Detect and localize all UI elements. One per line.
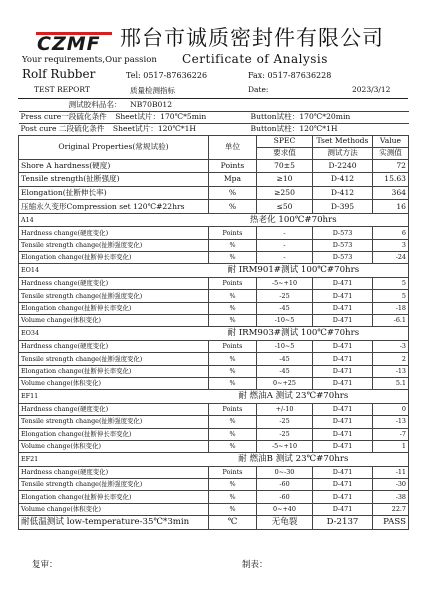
test-result-row — [19, 377, 409, 389]
unit-cell: % — [209, 186, 257, 200]
value-cell: 1 — [373, 440, 409, 452]
section-title: 耐 IRM903#测试 100℃#70hrs — [209, 327, 409, 340]
test-result-row — [19, 277, 409, 289]
unit-cell: % — [209, 353, 257, 365]
unit-cell: % — [209, 302, 257, 314]
test-result-row — [19, 403, 409, 415]
method-cell: D-471 — [313, 503, 373, 515]
post-label: Post cure 二段硫化条件 — [20, 124, 105, 134]
unit-cell: Points — [209, 340, 257, 352]
col-method-cn: 测试方法 — [313, 147, 373, 159]
property-cell: Tensile strength change(扯断强度变化) — [19, 290, 209, 302]
property-cell: Tensile strength change(扯断强度变化) — [19, 353, 209, 365]
value-cell: 364 — [373, 186, 409, 200]
value-cell: -3 — [373, 340, 409, 352]
spec-cell: -45 — [257, 353, 313, 365]
property-cell: Volume change(体积变化) — [19, 377, 209, 389]
test-result-row — [19, 239, 409, 251]
value-cell: 2 — [373, 353, 409, 365]
spec-cell: -60 — [257, 479, 313, 491]
test-result-row — [19, 466, 409, 478]
col-properties: Original Properties(常规试验) — [19, 135, 209, 159]
value-cell: 0 — [373, 403, 409, 415]
method-cell: D-395 — [313, 200, 373, 214]
unit-cell: % — [209, 479, 257, 491]
value-cell: -24 — [373, 252, 409, 264]
item-label: 测试胶料品名： — [68, 99, 122, 109]
value-cell: -13 — [373, 416, 409, 428]
date-value: 2023/3/12 — [352, 85, 391, 94]
unit-cell: % — [209, 365, 257, 377]
value-cell: -38 — [373, 491, 409, 503]
spec-cell: 70±5 — [257, 159, 313, 173]
section-code: EO34 — [19, 327, 209, 340]
value-cell: 72 — [373, 159, 409, 173]
spec-cell: ≥10 — [257, 173, 313, 187]
method-cell: D-471 — [313, 491, 373, 503]
test-result-row — [19, 315, 409, 327]
original-property-row — [19, 200, 409, 214]
unit-cell: Points — [209, 466, 257, 478]
property-cell: Hardness change(硬度变化) — [19, 277, 209, 289]
unit-cell: Points — [209, 227, 257, 239]
unit-cell: % — [209, 200, 257, 214]
spec-cell: 0~+40 — [257, 503, 313, 515]
property-cell: Elongation change(扯断伸长率变化) — [19, 252, 209, 264]
report-label: TEST REPORT — [34, 85, 90, 94]
fax: Fax: 0517-87636228 — [248, 71, 332, 80]
spec-cell: -25 — [257, 428, 313, 440]
property-cell: Elongation(扯断伸长率) — [19, 186, 209, 200]
unit-cell: Points — [209, 159, 257, 173]
value-cell: -18 — [373, 302, 409, 314]
value-cell: -30 — [373, 479, 409, 491]
value-cell: 15.63 — [373, 173, 409, 187]
spec-cell: ≤50 — [257, 200, 313, 214]
item-value: NB70B012 — [130, 99, 173, 109]
test-result-row — [19, 428, 409, 440]
col-method: Tset Methods — [313, 135, 373, 147]
spec-cell: -45 — [257, 365, 313, 377]
property-cell: Volume change(体积变化) — [19, 503, 209, 515]
property-cell: Hardness change(硬度变化) — [19, 340, 209, 352]
unit-cell: % — [209, 290, 257, 302]
report-label-cn: 质量检测指标 — [130, 86, 175, 95]
section-header-row — [19, 453, 409, 466]
value-cell: 5 — [373, 290, 409, 302]
method-cell: D-471 — [313, 290, 373, 302]
method-cell: D-471 — [313, 377, 373, 389]
section-code: EO14 — [19, 264, 209, 277]
method-cell: D-471 — [313, 340, 373, 352]
spec-cell: 0~+25 — [257, 377, 313, 389]
section-header-row — [19, 327, 409, 340]
spec-cell: -45 — [257, 302, 313, 314]
property-cell: Volume change(体积变化) — [19, 315, 209, 327]
info-post-row — [19, 123, 409, 135]
value-cell: 16 — [373, 200, 409, 214]
property-cell: Volume change(体积变化) — [19, 440, 209, 452]
test-result-row — [19, 503, 409, 515]
test-result-row — [19, 353, 409, 365]
original-property-row — [19, 186, 409, 200]
section-header-row — [19, 264, 409, 277]
section-title: 耐 燃油B 测试 23℃#70hrs — [209, 453, 409, 466]
spec-cell: ≥250 — [257, 186, 313, 200]
value-cell: -6.1 — [373, 315, 409, 327]
property-cell: Shore A hardness(硬度) — [19, 159, 209, 173]
spec-cell: -5~+10 — [257, 440, 313, 452]
unit-cell: % — [209, 252, 257, 264]
company-name: 邢台市诚质密封件有限公司 — [120, 26, 384, 50]
property-cell: Hardness change(硬度变化) — [19, 227, 209, 239]
method-cell: D-471 — [313, 277, 373, 289]
test-result-row — [19, 290, 409, 302]
spec-cell: -10~5 — [257, 340, 313, 352]
spec-cell: 无龟裂 — [257, 516, 313, 529]
method-cell: D-471 — [313, 302, 373, 314]
post-sheet: Sheet试片：120℃*1H — [112, 124, 197, 134]
value-cell: 5.1 — [373, 377, 409, 389]
unit-cell: Mpa — [209, 173, 257, 187]
method-cell: D-471 — [313, 466, 373, 478]
test-result-row — [19, 440, 409, 452]
spec-cell: - — [257, 227, 313, 239]
value-cell: -13 — [373, 365, 409, 377]
method-cell: D-573 — [313, 239, 373, 251]
section-header-row — [19, 213, 409, 226]
property-cell: Hardness change(硬度变化) — [19, 403, 209, 415]
method-cell: D-471 — [313, 353, 373, 365]
col-unit: 单位 — [209, 135, 257, 159]
info-press-row — [19, 111, 409, 123]
value-cell: 5 — [373, 277, 409, 289]
value-cell: PASS — [373, 516, 409, 529]
test-result-row — [19, 340, 409, 352]
unit-cell: % — [209, 503, 257, 515]
col-spec-cn: 要求值 — [257, 147, 313, 159]
report-row — [22, 85, 408, 97]
spec-cell: -10~5 — [257, 315, 313, 327]
section-header-row — [19, 390, 409, 403]
value-cell: 3 — [373, 239, 409, 251]
method-cell: D-471 — [313, 365, 373, 377]
logo-text: CZMF — [37, 33, 101, 55]
unit-cell: % — [209, 239, 257, 251]
column-header-row-1 — [19, 135, 409, 147]
low-temperature-row — [19, 516, 409, 529]
unit-cell: % — [209, 440, 257, 452]
section-title: 热老化 100℃#70hrs — [209, 213, 409, 226]
unit-cell: % — [209, 315, 257, 327]
spec-cell: 0~-30 — [257, 466, 313, 478]
unit-cell: Points — [209, 277, 257, 289]
value-cell: 6 — [373, 227, 409, 239]
property-cell: Tensile strength(扯断强度) — [19, 173, 209, 187]
unit-cell: % — [209, 377, 257, 389]
analysis-table — [18, 98, 408, 530]
test-result-row — [19, 479, 409, 491]
unit-cell: Points — [209, 403, 257, 415]
original-property-row — [19, 159, 409, 173]
test-result-row — [19, 227, 409, 239]
method-cell: D-412 — [313, 186, 373, 200]
method-cell: D-471 — [313, 479, 373, 491]
col-value-cn: 实测值 — [373, 147, 409, 159]
test-result-row — [19, 491, 409, 503]
method-cell: D-471 — [313, 440, 373, 452]
client-name: Rolf Rubber — [22, 67, 96, 81]
spec-cell: - — [257, 239, 313, 251]
date-label: Date: — [248, 85, 269, 94]
telephone: Tel: 0517-87636226 — [126, 71, 208, 80]
method-cell: D-573 — [313, 252, 373, 264]
original-property-row — [19, 173, 409, 187]
unit-cell: ℃ — [209, 516, 257, 529]
method-cell: D-471 — [313, 403, 373, 415]
unit-cell: % — [209, 428, 257, 440]
prepared-label: 制表： — [242, 560, 268, 570]
info-item-row — [19, 99, 409, 111]
property-cell: Elongation change(扯断伸长率变化) — [19, 491, 209, 503]
method-cell: D-2137 — [313, 516, 373, 529]
unit-cell: % — [209, 416, 257, 428]
spec-cell: - — [257, 252, 313, 264]
unit-cell: % — [209, 491, 257, 503]
property-cell: 压缩永久变形Compression set 120℃#22hrs — [19, 200, 209, 214]
method-cell: D-471 — [313, 315, 373, 327]
property-cell: Elongation change(扯断伸长率变化) — [19, 302, 209, 314]
value-cell: -11 — [373, 466, 409, 478]
method-cell: D-2240 — [313, 159, 373, 173]
spec-cell: -25 — [257, 416, 313, 428]
property-cell: Tensile strength change(扯断强度变化) — [19, 416, 209, 428]
review-label: 复审： — [32, 560, 58, 570]
tagline: Your requirements,Our passion — [22, 55, 157, 65]
spec-cell: -60 — [257, 491, 313, 503]
property-cell: Tensile strength change(扯断强度变化) — [19, 239, 209, 251]
value-cell: -7 — [373, 428, 409, 440]
certificate-title: Certificate of Analysis — [182, 52, 328, 66]
section-title: 耐 IRM901#测试 100℃#70hrs — [209, 264, 409, 277]
method-cell: D-471 — [313, 416, 373, 428]
test-result-row — [19, 302, 409, 314]
property-cell: Hardness change(硬度变化) — [19, 466, 209, 478]
section-code: EF21 — [19, 453, 209, 466]
property-cell: 耐低温测试 low-temperature-35℃*3min — [19, 516, 209, 529]
section-code: EF11 — [19, 390, 209, 403]
property-cell: Elongation change(扯断伸长率变化) — [19, 428, 209, 440]
press-sheet: Sheet试片：170℃*5min — [115, 112, 207, 122]
spec-cell: -5~+10 — [257, 277, 313, 289]
post-button: Button试柱：120℃*1H — [250, 124, 338, 134]
spec-cell: +/-10 — [257, 403, 313, 415]
section-title: 耐 燃油A 测试 23℃#70hrs — [209, 390, 409, 403]
method-cell: D-573 — [313, 227, 373, 239]
value-cell: 22.7 — [373, 503, 409, 515]
test-result-row — [19, 365, 409, 377]
spec-cell: -25 — [257, 290, 313, 302]
col-value: Value — [373, 135, 409, 147]
test-result-row — [19, 252, 409, 264]
col-spec: SPEC — [257, 135, 313, 147]
method-cell: D-471 — [313, 428, 373, 440]
property-cell: Tensile strength change(扯断强度变化) — [19, 479, 209, 491]
contact-row — [22, 69, 408, 85]
test-result-row — [19, 416, 409, 428]
method-cell: D-412 — [313, 173, 373, 187]
tagline-row — [22, 52, 328, 66]
company-logo — [34, 21, 114, 55]
press-button: Button试柱：170℃*20min — [250, 112, 351, 122]
property-cell: Elongation change(扯断伸长率变化) — [19, 365, 209, 377]
press-label: Press cure一段硫化条件 — [20, 112, 107, 122]
section-code: A14 — [19, 213, 209, 226]
